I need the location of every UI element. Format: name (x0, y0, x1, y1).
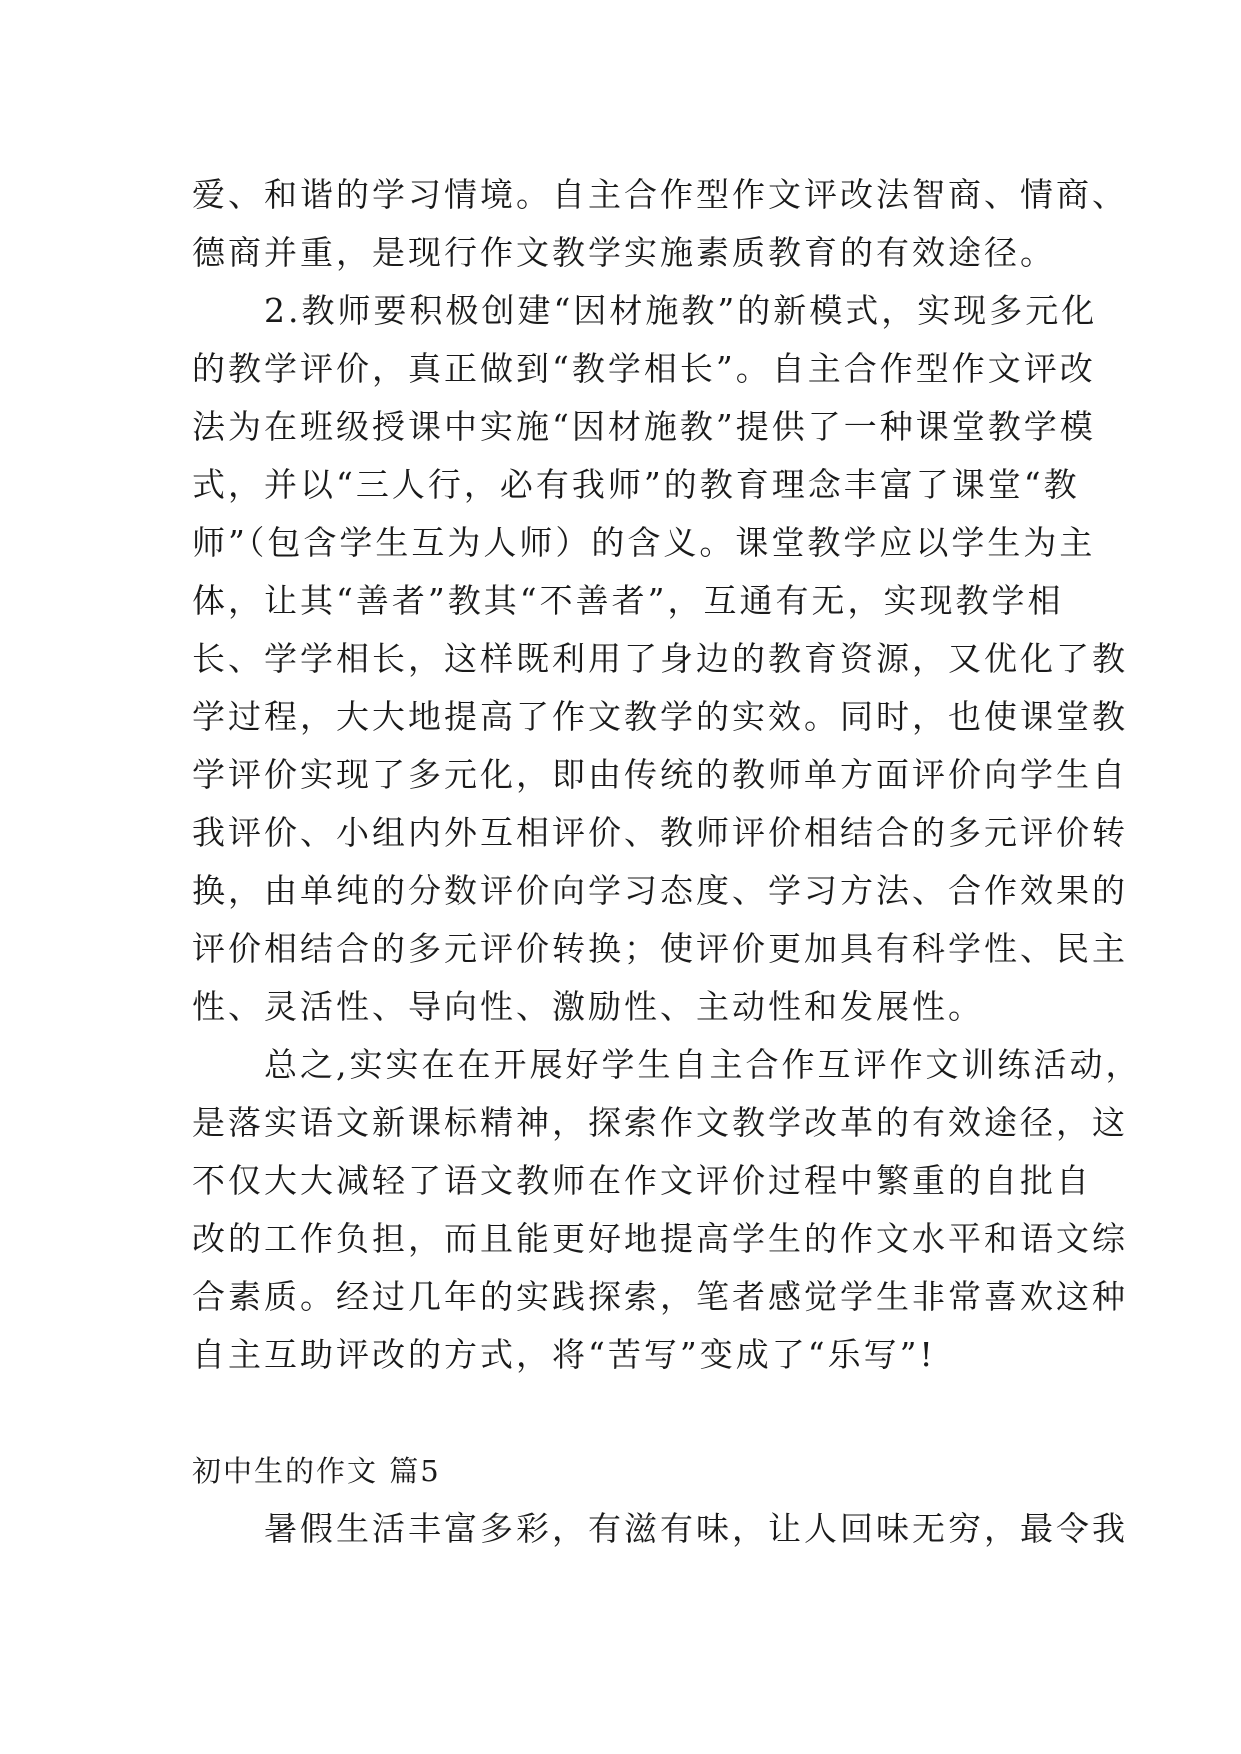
text-line: 体，让其“善者”教其“不善者”，互通有无，实现教学相 (192, 581, 1064, 620)
document-body (192, 166, 1142, 1558)
text-line: 长、学学相长，这样既利用了身边的教育资源，又优化了教 (192, 639, 1128, 678)
text-line: 是落实语文新课标精神，探索作文教学改革的有效途径，这 (192, 1103, 1128, 1142)
text-line: 式，并以“三人行，必有我师”的教育理念丰富了课堂“教 (192, 465, 1080, 504)
text-line: 2.教师要积极创建“因材施教”的新模式，实现多元化 (192, 291, 1098, 330)
text-line: 学评价实现了多元化，即由传统的教师单方面评价向学生自 (192, 755, 1128, 794)
text-line: 学过程，大大地提高了作文教学的实效。同时，也使课堂教 (192, 697, 1128, 736)
text-line: 我评价、小组内外互相评价、教师评价相结合的多元评价转 (192, 813, 1128, 852)
text-line: 改的工作负担，而且能更好地提高学生的作文水平和语文综 (192, 1219, 1128, 1258)
text-line: 自主互助评改的方式，将“苦写”变成了“乐写”! (192, 1335, 936, 1374)
text-line: 师”（包含学生互为人师）的含义。课堂教学应以学生为主 (192, 523, 1096, 562)
text-line: 不仅大大减轻了语文教师在作文评价过程中繁重的自批自 (192, 1161, 1092, 1200)
text-line: 暑假生活丰富多彩，有滋有味，让人回味无穷，最令我 (192, 1509, 1128, 1548)
text-line: 总之,实实在在开展好学生自主合作互评作文训练活动， (192, 1045, 1142, 1084)
section-heading: 初中生的作文 篇5 (192, 1454, 441, 1488)
text-line: 的教学评价，真正做到“教学相长”。自主合作型作文评改 (192, 349, 1096, 388)
text-line: 爱、和谐的学习情境。自主合作型作文评改法智商、情商、 (192, 175, 1128, 214)
text-line: 合素质。经过几年的实践探索，笔者感觉学生非常喜欢这种 (192, 1277, 1128, 1316)
text-line: 德商并重，是现行作文教学实施素质教育的有效途径。 (192, 233, 1056, 272)
text-line: 评价相结合的多元评价转换；使评价更加具有科学性、民主 (192, 929, 1128, 968)
text-line: 性、灵活性、导向性、激励性、主动性和发展性。 (192, 987, 984, 1026)
text-line: 法为在班级授课中实施“因材施教”提供了一种课堂教学模 (192, 407, 1096, 446)
text-line: 换，由单纯的分数评价向学习态度、学习方法、合作效果的 (192, 871, 1128, 910)
